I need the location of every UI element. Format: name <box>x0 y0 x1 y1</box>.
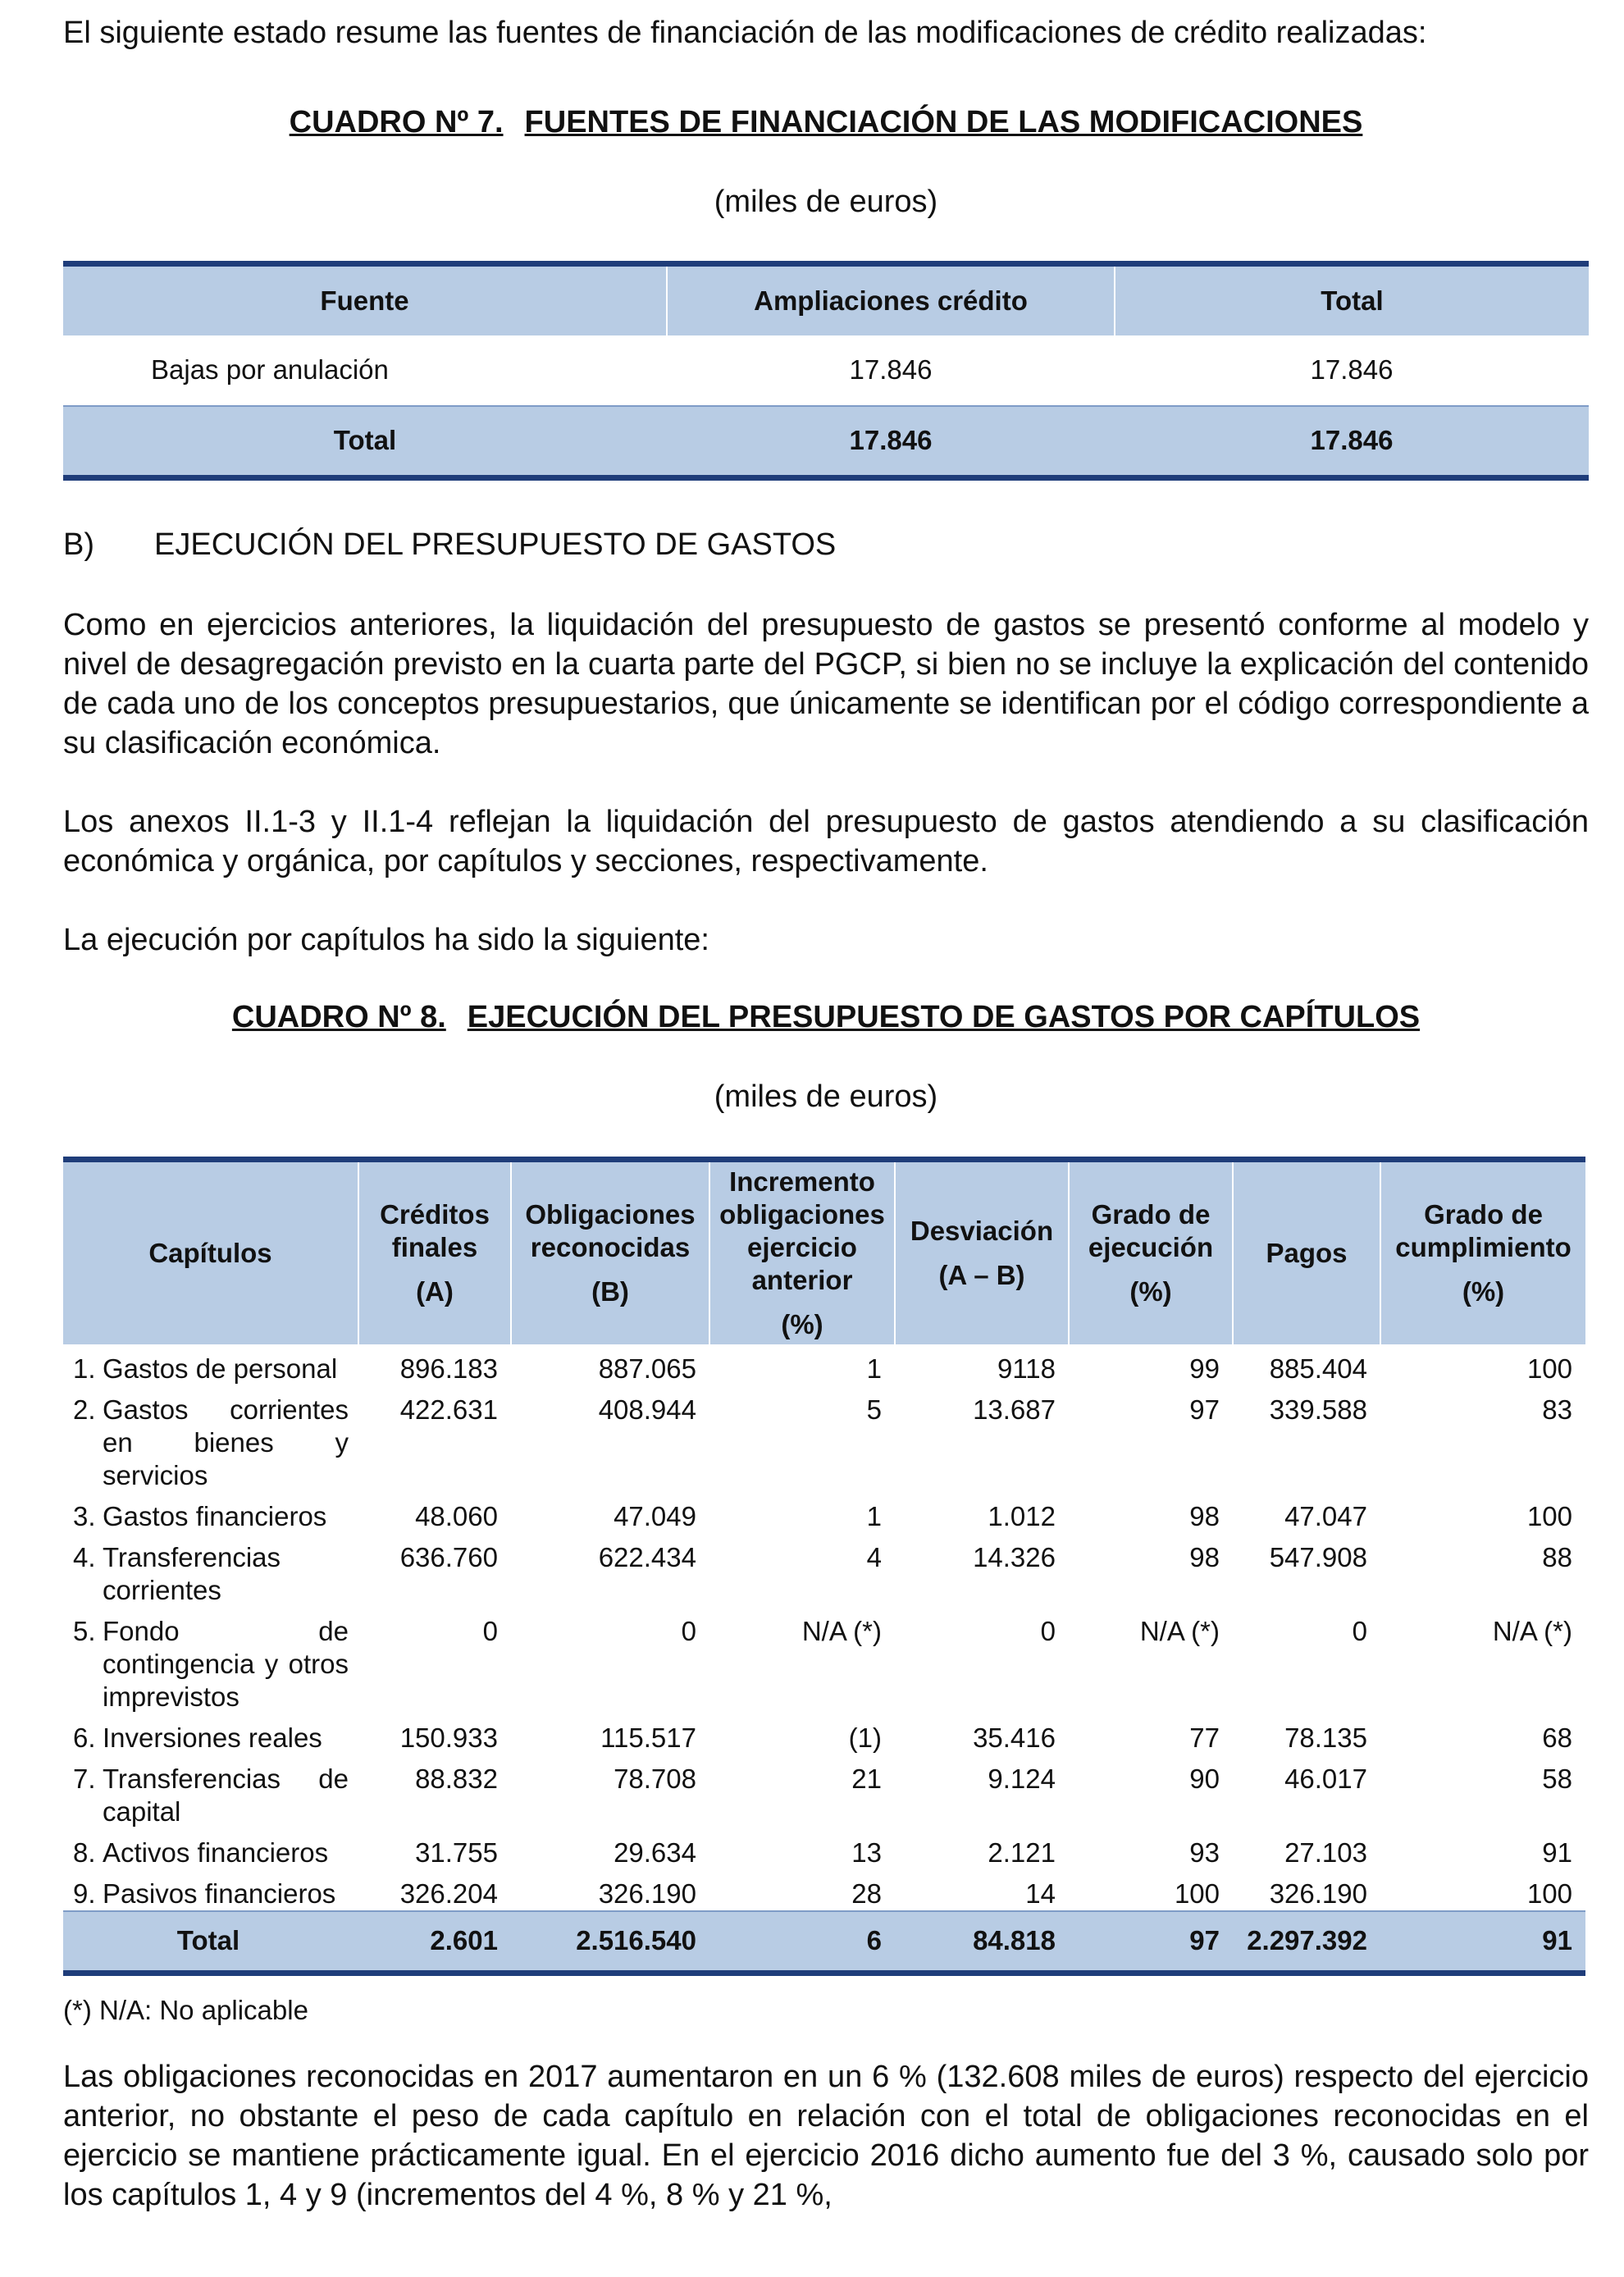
cuadro8-cell-grado-cumplimiento: 100 <box>1526 1500 1572 1531</box>
cuadro8-cell-capitulo <box>63 1492 358 1533</box>
cuadro8-cell-grado-cumplimiento: 91 <box>1542 1837 1572 1868</box>
paragraph-2: Los anexos II.1-3 y II.1-4 reflejan la liquidación del presupuesto de gastos atendiendo a su clasificación económica y orgánica, por capítulos y secciones, respectivamente. <box>63 805 1589 878</box>
cuadro7-table <box>63 261 1589 481</box>
table-row <box>63 1607 1585 1713</box>
cuadro8-cell-creditos: 636.760 <box>399 1541 498 1572</box>
cuadro8-header-obligaciones: Obligaciones reconocidas (B) <box>511 1160 709 1344</box>
cuadro7-title-text: FUENTES DE FINANCIACIÓN DE LAS MODIFICACIONES <box>524 105 1363 139</box>
paragraph-1: Como en ejercicios anteriores, la liquidación del presupuesto de gastos se presentó conforme al modelo y nivel de desagregación previsto en la cuarta parte del PGCP, si bien no se incluye la explicación del contenido de cada uno de los conceptos presupuestarios, que únicamente se identifican por el código correspondiente a su clasificación económica. <box>63 608 1589 760</box>
cuadro8-cell-incremento: 5 <box>866 1394 882 1425</box>
cuadro8-cell-pagos: 885.404 <box>1269 1353 1367 1384</box>
capitulo-number: 5. <box>73 1615 96 1646</box>
cuadro8-cell-creditos: 31.755 <box>415 1837 498 1868</box>
cuadro8-cell-desviacion: 14 <box>1025 1878 1056 1909</box>
cuadro8-cell-grado-cumplimiento: 100 <box>1526 1353 1572 1384</box>
cuadro8-cell-desviacion: 0 <box>1040 1615 1056 1646</box>
capitulo-number: 6. <box>73 1722 96 1753</box>
cuadro8-cell-obligaciones: 29.634 <box>614 1837 696 1868</box>
cuadro8-cell-desviacion: 9118 <box>997 1353 1056 1384</box>
cuadro8-cell-obligaciones: 887.065 <box>598 1353 696 1384</box>
cuadro8-cell-grado-cumplimiento: 100 <box>1526 1878 1572 1909</box>
cuadro8-cell-incremento: 21 <box>851 1763 882 1794</box>
capitulo-number: 3. <box>73 1500 96 1531</box>
cuadro8-cell-pagos: 0 <box>1352 1615 1367 1646</box>
section-b-heading <box>63 525 836 564</box>
cuadro8-header-incremento: Incremento obligaciones ejercicio anterior (%) <box>709 1160 895 1344</box>
capitulo-number: 4. <box>73 1541 96 1572</box>
cuadro8-cell-desviacion: 35.416 <box>973 1722 1056 1753</box>
paragraph-3: La ejecución por capítulos ha sido la siguiente: <box>63 923 709 957</box>
cuadro7-total-ampliaciones: 17.846 <box>849 425 933 456</box>
cuadro8-cell-desviacion: 9.124 <box>988 1763 1056 1794</box>
capitulo-number: 1. <box>73 1353 96 1384</box>
cuadro8-cell-obligaciones: 326.190 <box>598 1878 696 1909</box>
cuadro8-header-creditos: Créditos finales (A) <box>358 1160 511 1344</box>
capitulo-label: Transferencias corrientes <box>103 1541 281 1605</box>
cuadro7-units: (miles de euros) <box>714 185 938 219</box>
cuadro8-total-grado-ejecucion: 97 <box>1189 1925 1220 1956</box>
cuadro8-cell-grado-cumplimiento: 58 <box>1542 1763 1572 1794</box>
cuadro8-cell-obligaciones: 47.049 <box>614 1500 696 1531</box>
table-row <box>63 1828 1585 1869</box>
cuadro8-cell-grado-ejecucion: 100 <box>1174 1878 1220 1909</box>
cuadro8-total-pagos: 2.297.392 <box>1247 1925 1367 1956</box>
cuadro8-cell-capitulo <box>63 1755 358 1828</box>
cuadro8-title-text: EJECUCIÓN DEL PRESUPUESTO DE GASTOS POR CAPÍTULOS <box>467 1000 1421 1034</box>
capitulo-number: 8. <box>73 1837 96 1868</box>
capitulo-label: Pasivos financieros <box>103 1878 336 1909</box>
cuadro7-cell-total: 17.846 <box>1310 354 1394 385</box>
cuadro7-total-total: 17.846 <box>1310 425 1394 456</box>
cuadro8-cell-incremento: (1) <box>848 1722 882 1753</box>
cuadro8-cell-pagos: 46.017 <box>1284 1763 1367 1794</box>
section-b-title: EJECUCIÓN DEL PRESUPUESTO DE GASTOS <box>154 527 837 562</box>
cuadro7-total-label: Total <box>333 425 397 456</box>
cuadro8-cell-grado-cumplimiento: 68 <box>1542 1722 1572 1753</box>
cuadro8-cell-pagos: 47.047 <box>1284 1500 1367 1531</box>
cuadro7-total-row <box>63 406 1589 478</box>
cuadro8-cell-grado-ejecucion: 90 <box>1189 1763 1220 1794</box>
cuadro8-cell-creditos: 422.631 <box>399 1394 498 1425</box>
cuadro8-units: (miles de euros) <box>714 1079 938 1114</box>
cuadro8-title <box>63 997 1589 1037</box>
cuadro8-cell-grado-ejecucion: N/A (*) <box>1139 1615 1220 1646</box>
cuadro8-cell-incremento: 13 <box>851 1837 882 1868</box>
cuadro8-cell-pagos: 78.135 <box>1284 1722 1367 1753</box>
cuadro7-title-num: CUADRO Nº 7. <box>289 105 504 139</box>
capitulo-label: Gastos financieros <box>103 1500 327 1531</box>
cuadro8-cell-grado-ejecucion: 77 <box>1189 1722 1220 1753</box>
cuadro8-cell-incremento: 28 <box>851 1878 882 1909</box>
cuadro8-cell-grado-cumplimiento: 83 <box>1542 1394 1572 1425</box>
capitulo-label: Inversiones reales <box>103 1722 322 1753</box>
cuadro8-cell-incremento: 1 <box>866 1353 882 1384</box>
cuadro8-cell-grado-ejecucion: 97 <box>1189 1394 1220 1425</box>
cuadro7-header-total: Total <box>1321 285 1384 316</box>
cuadro8-total-label: Total <box>176 1925 240 1956</box>
cuadro8-header-grado-ejecucion: Grado de ejecución (%) <box>1069 1160 1233 1344</box>
cuadro8-total-grado-cumplimiento: 91 <box>1542 1925 1572 1956</box>
cuadro7-cell-ampliaciones: 17.846 <box>849 354 933 385</box>
table-row <box>63 335 1589 406</box>
cuadro8-cell-creditos: 88.832 <box>415 1763 498 1794</box>
cuadro8-header-grado-cumplimiento: Grado de cumplimiento (%) <box>1395 1198 1572 1307</box>
cuadro8-header-desviacion: Desviación (A – B) <box>895 1160 1069 1344</box>
table-row <box>63 1492 1585 1533</box>
capitulo-label: Gastos de personal <box>103 1353 338 1384</box>
cuadro8-cell-capitulo <box>63 1533 358 1607</box>
cuadro8-header-capitulos: Capítulos <box>63 1160 358 1344</box>
cuadro8-table <box>63 1157 1585 1976</box>
capitulo-label: Gastos corrientes en bienes y servicios <box>103 1394 349 1490</box>
cuadro8-cell-desviacion: 14.326 <box>973 1541 1056 1572</box>
cuadro8-cell-capitulo <box>63 1869 358 1911</box>
cuadro8-cell-capitulo <box>63 1385 358 1492</box>
table-row <box>63 1755 1585 1828</box>
cuadro8-cell-grado-ejecucion: 93 <box>1189 1837 1220 1868</box>
cuadro7-title <box>63 103 1589 142</box>
capitulo-label: Transferencias de capital <box>103 1763 349 1827</box>
cuadro8-cell-pagos: 339.588 <box>1269 1394 1367 1425</box>
cuadro8-cell-incremento: N/A (*) <box>801 1615 882 1646</box>
table-row <box>63 1385 1585 1492</box>
cuadro8-total-obligaciones: 2.516.540 <box>576 1925 696 1956</box>
table-row <box>63 1713 1585 1755</box>
closing-paragraph: Las obligaciones reconocidas en 2017 aumentaron en un 6 % (132.608 miles de euros) respecto del ejercicio anterior, no obstante el peso de cada capítulo en relación con el total de obligaciones reconocidas en el ejercicio se mantiene prácticamente igual. En el ejercicio 2016 dicho aumento fue del 3 %, causado solo por los capítulos 1, 4 y 9 (incrementos del 4 %, 8 % y 21 %, <box>63 2060 1589 2212</box>
cuadro8-footnote: (*) N/A: No aplicable <box>63 1995 308 2025</box>
cuadro7-header-fuente: Fuente <box>63 264 667 335</box>
cuadro8-cell-desviacion: 13.687 <box>973 1394 1056 1425</box>
cuadro8-header-pagos: Pagos <box>1233 1160 1380 1344</box>
cuadro8-cell-pagos: 27.103 <box>1284 1837 1367 1868</box>
cuadro8-cell-obligaciones: 622.434 <box>598 1541 696 1572</box>
cuadro8-cell-obligaciones: 0 <box>681 1615 696 1646</box>
cuadro8-cell-grado-cumplimiento: 88 <box>1542 1541 1572 1572</box>
cuadro7-header-ampliaciones: Ampliaciones crédito <box>667 264 1115 335</box>
table-row <box>63 1533 1585 1607</box>
cuadro7-cell-fuente: Bajas por anulación <box>151 354 389 385</box>
cuadro8-cell-creditos: 896.183 <box>399 1353 498 1384</box>
section-b-letter: B) <box>63 527 94 562</box>
capitulo-number: 2. <box>73 1394 96 1425</box>
cuadro8-cell-obligaciones: 115.517 <box>600 1722 696 1753</box>
table-row <box>63 1344 1585 1385</box>
capitulo-number: 9. <box>73 1878 96 1909</box>
cuadro8-cell-creditos: 326.204 <box>399 1878 498 1909</box>
cuadro8-cell-desviacion: 1.012 <box>988 1500 1056 1531</box>
cuadro8-total-desviacion: 84.818 <box>973 1925 1056 1956</box>
capitulo-label: Activos financieros <box>103 1837 329 1868</box>
cuadro8-cell-grado-ejecucion: 98 <box>1189 1541 1220 1572</box>
cuadro8-cell-capitulo <box>63 1713 358 1755</box>
cuadro8-cell-creditos: 48.060 <box>415 1500 498 1531</box>
cuadro8-cell-incremento: 4 <box>866 1541 882 1572</box>
cuadro7-header-row <box>63 264 1589 335</box>
cuadro8-cell-incremento: 1 <box>866 1500 882 1531</box>
cuadro8-cell-grado-ejecucion: 99 <box>1189 1353 1220 1384</box>
cuadro8-cell-pagos: 326.190 <box>1269 1878 1367 1909</box>
cuadro8-cell-creditos: 0 <box>482 1615 498 1646</box>
cuadro8-total-row <box>63 1911 1585 1974</box>
cuadro8-cell-grado-ejecucion: 98 <box>1189 1500 1220 1531</box>
cuadro8-cell-creditos: 150.933 <box>399 1722 498 1753</box>
cuadro8-cell-desviacion: 2.121 <box>988 1837 1056 1868</box>
capitulo-number: 7. <box>73 1763 96 1794</box>
cuadro8-cell-obligaciones: 78.708 <box>614 1763 696 1794</box>
cuadro8-cell-capitulo <box>63 1607 358 1713</box>
cuadro8-header-row <box>63 1160 1585 1344</box>
cuadro8-cell-grado-cumplimiento: N/A (*) <box>1492 1615 1572 1646</box>
cuadro8-cell-obligaciones: 408.944 <box>598 1394 696 1425</box>
table-row <box>63 1869 1585 1911</box>
cuadro8-cell-capitulo <box>63 1828 358 1869</box>
cuadro8-total-incremento: 6 <box>866 1925 882 1956</box>
intro-paragraph: El siguiente estado resume las fuentes de financiación de las modificaciones de crédito realizadas: <box>63 16 1427 50</box>
cuadro8-total-creditos: 2.601 <box>430 1925 498 1956</box>
cuadro8-cell-pagos: 547.908 <box>1269 1541 1367 1572</box>
cuadro8-cell-capitulo <box>63 1344 358 1385</box>
capitulo-label: Fondo de contingencia y otros imprevistos <box>103 1615 349 1712</box>
cuadro8-title-num: CUADRO Nº 8. <box>231 1000 446 1034</box>
